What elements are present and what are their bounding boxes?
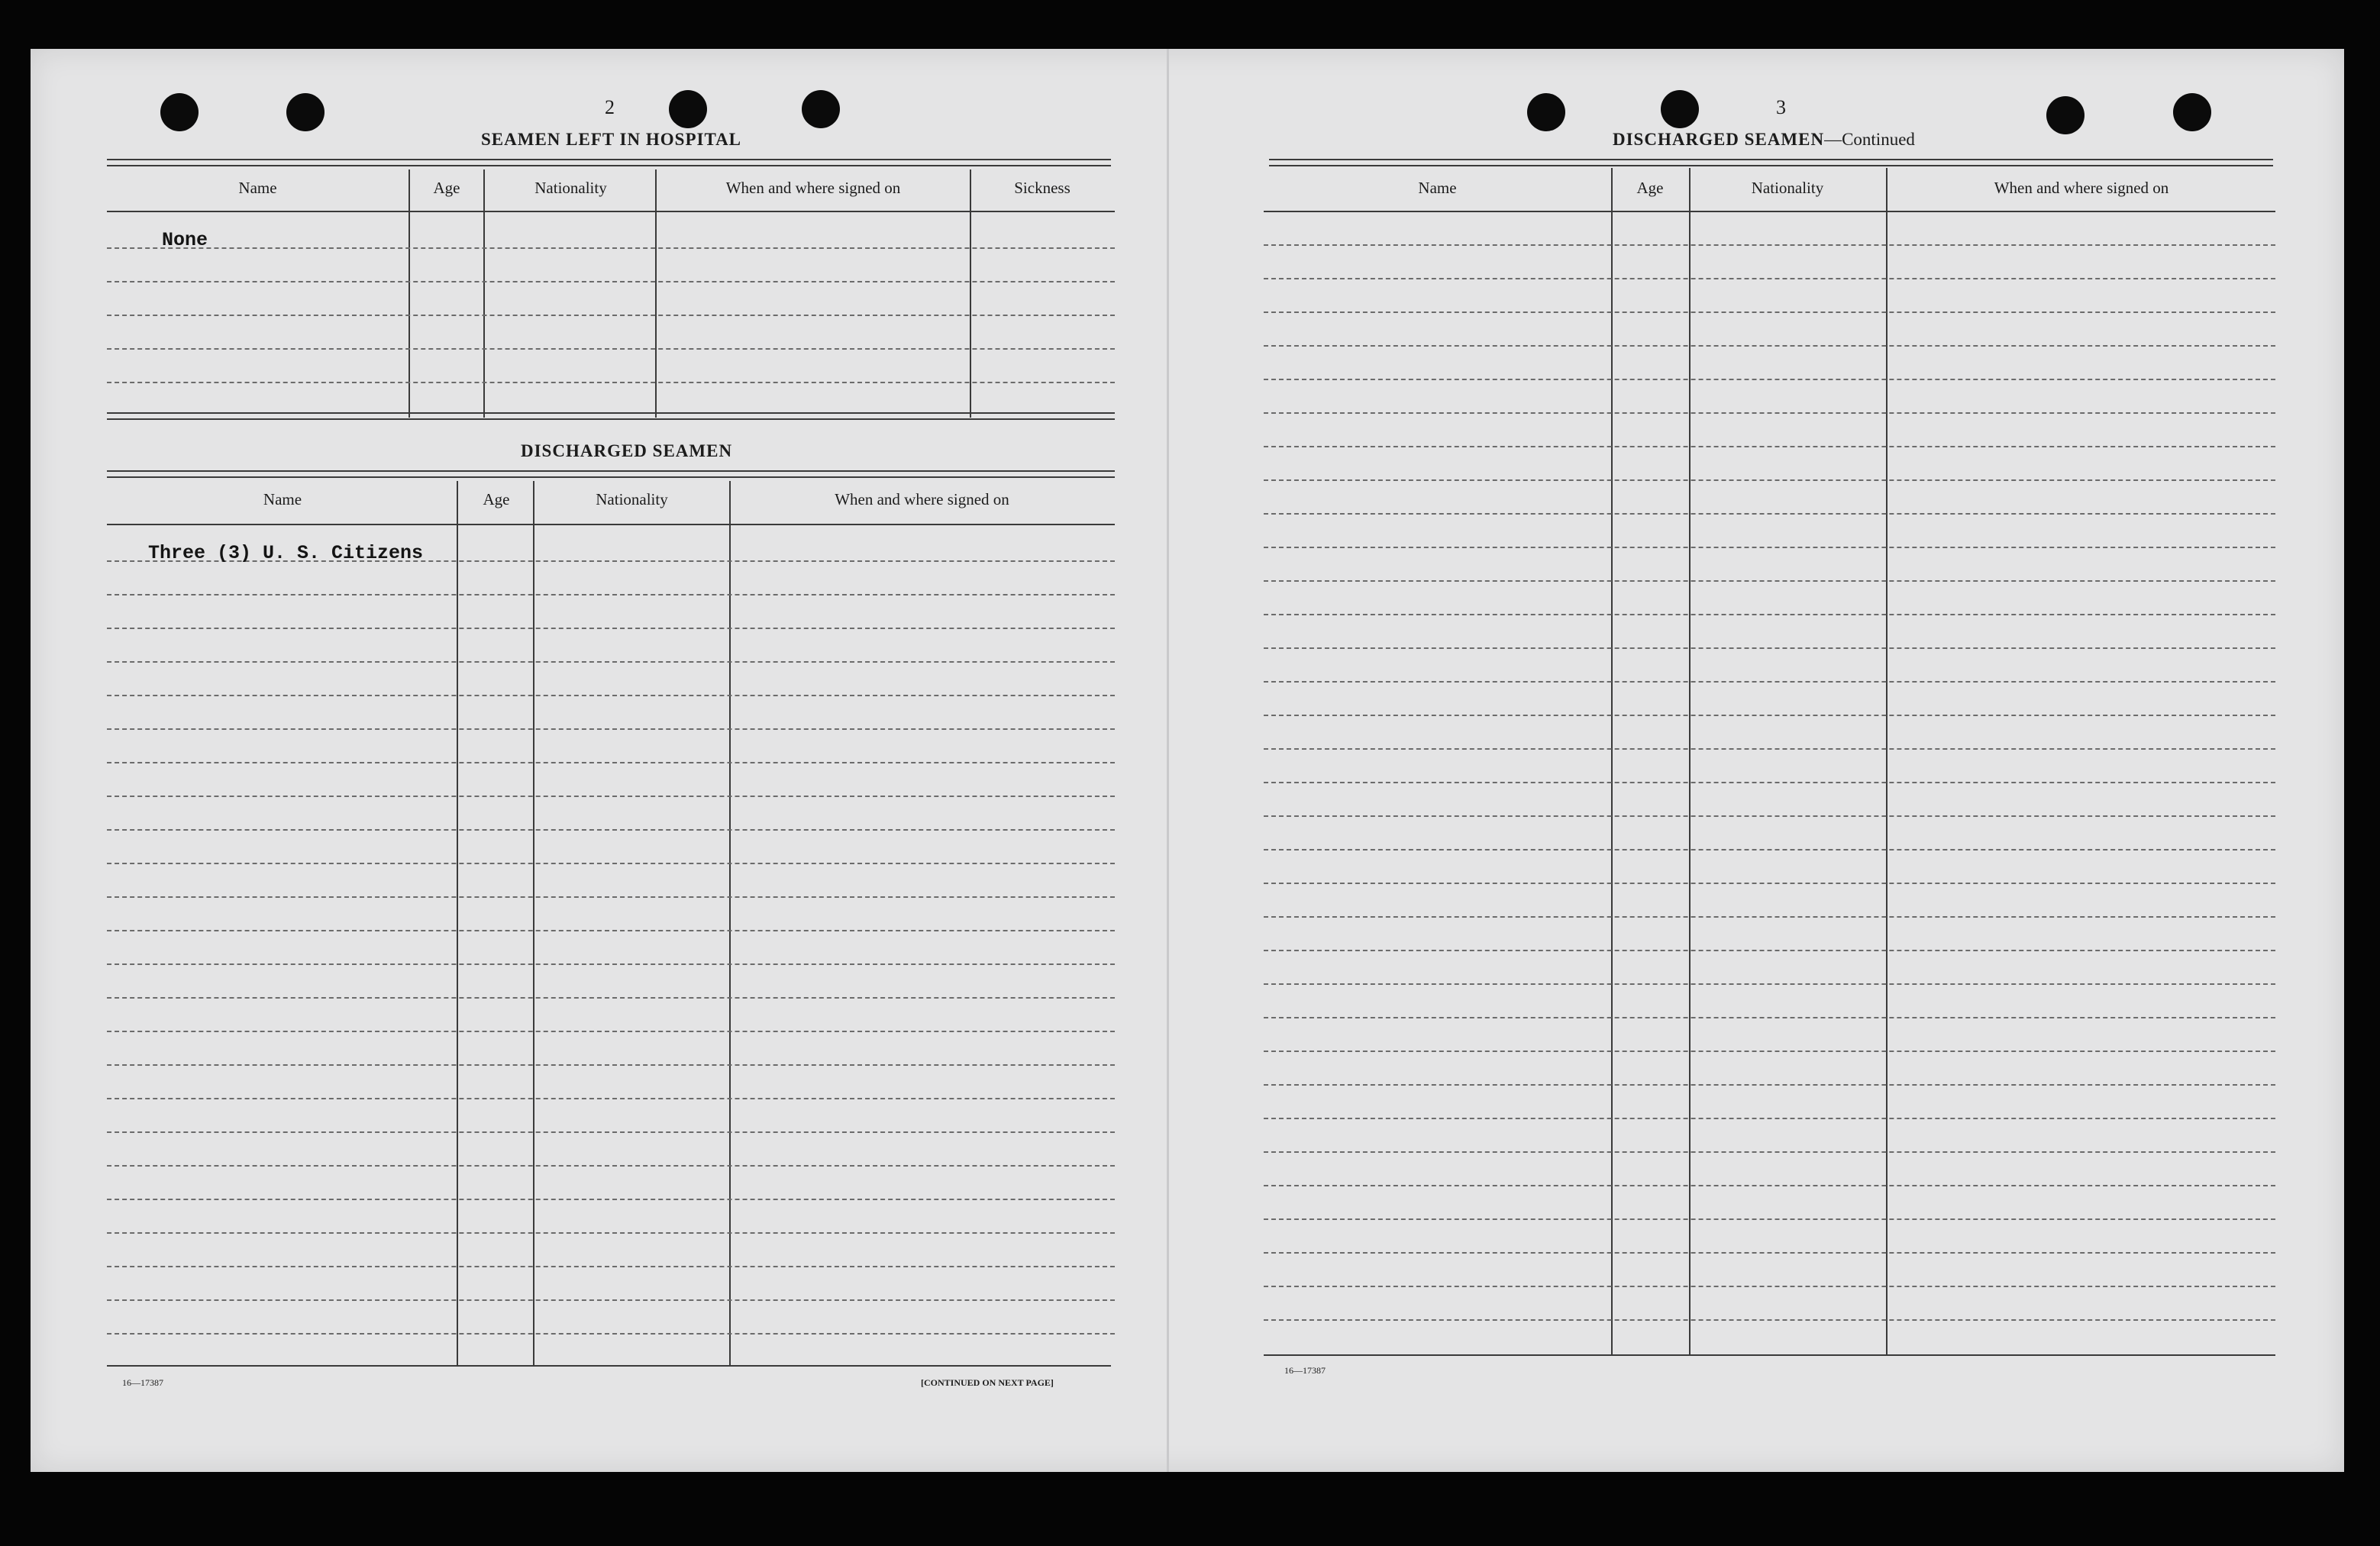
ruled-line (107, 896, 1115, 898)
punch-hole (802, 90, 840, 128)
column-header: When and where signed on (1994, 179, 2169, 197)
header-rule (1264, 211, 2275, 212)
center-fold (1167, 49, 1169, 1472)
column-header: When and where signed on (835, 490, 1009, 508)
ruled-line (1264, 1084, 2275, 1086)
column-header: Sickness (1014, 179, 1071, 197)
ruled-line (107, 348, 1115, 350)
ruled-line (1264, 580, 2275, 582)
ruled-line (1264, 614, 2275, 615)
column-header: Name (238, 179, 277, 197)
ruled-line (107, 997, 1115, 999)
column-divider (483, 169, 485, 418)
column-divider (729, 481, 731, 1367)
ruled-line (1264, 1118, 2275, 1119)
ruled-line (107, 1299, 1115, 1301)
column-header: Age (433, 179, 460, 197)
column-header: Nationality (1751, 179, 1824, 197)
section-bottom-rule (107, 1365, 1111, 1367)
ruled-line (1264, 715, 2275, 716)
ruled-line (1264, 815, 2275, 817)
ruled-line (1264, 513, 2275, 515)
ruled-line (107, 762, 1115, 763)
ruled-line (107, 796, 1115, 797)
right-title-suffix: —Continued (1824, 130, 1915, 149)
page-number: 2 (605, 96, 615, 118)
ruled-line (1264, 412, 2275, 414)
ruled-line (107, 963, 1115, 965)
ruled-line (1264, 1017, 2275, 1018)
ruled-line (1264, 849, 2275, 850)
section-bottom-rule (1264, 1354, 2275, 1356)
ruled-line (1264, 916, 2275, 918)
ruled-line (107, 281, 1115, 282)
punch-hole (2173, 93, 2211, 131)
ruled-line (107, 1266, 1115, 1267)
punch-hole (1527, 93, 1565, 131)
ruled-line (107, 382, 1115, 383)
ruled-line (1264, 1286, 2275, 1287)
ruled-line (107, 594, 1115, 595)
ruled-line (1264, 883, 2275, 884)
ruled-line (1264, 1051, 2275, 1052)
section-bottom-rule (107, 418, 1115, 420)
right-title-text: DISCHARGED SEAMEN (1613, 130, 1825, 149)
ruled-line (1264, 311, 2275, 313)
ruled-line (1264, 244, 2275, 246)
column-header: Name (263, 490, 302, 508)
punch-hole (669, 90, 707, 128)
punch-hole (1661, 90, 1699, 128)
ruled-line (1264, 446, 2275, 447)
right-section-title (1613, 130, 1915, 150)
ruled-line (1264, 379, 2275, 380)
ruled-line (107, 695, 1115, 696)
ruled-line (1264, 1218, 2275, 1220)
section-rule (107, 165, 1111, 166)
ruled-line (107, 315, 1115, 316)
ruled-line (1264, 647, 2275, 649)
ruled-line (1264, 345, 2275, 347)
ruled-line (1264, 748, 2275, 750)
column-divider (970, 169, 971, 418)
ruled-line (107, 728, 1115, 730)
ruled-line (107, 1064, 1115, 1066)
ruled-line (107, 1232, 1115, 1234)
column-header: Name (1418, 179, 1457, 197)
form-number: 16—17387 (122, 1377, 163, 1388)
punch-hole (2046, 96, 2085, 134)
column-divider (655, 169, 657, 418)
column-header: Age (1636, 179, 1664, 197)
section-rule (1269, 159, 2273, 160)
ruled-line (107, 247, 1115, 249)
column-header: Nationality (596, 490, 668, 508)
column-header: Age (483, 490, 510, 508)
header-rule (107, 524, 1115, 525)
ruled-line (107, 930, 1115, 931)
section-rule (107, 159, 1111, 160)
page-number: 3 (1776, 96, 1786, 118)
ruled-line (107, 1098, 1115, 1099)
section-rule (1269, 165, 2273, 166)
header-rule (107, 211, 1115, 212)
column-divider (409, 169, 410, 418)
ruled-line (1264, 278, 2275, 279)
ruled-line (107, 1131, 1115, 1133)
ruled-line (107, 1031, 1115, 1032)
ruled-line (107, 628, 1115, 629)
column-divider (457, 481, 458, 1367)
discharged-entry: Three (3) U. S. Citizens (148, 542, 424, 564)
ruled-line (1264, 681, 2275, 683)
ruled-line (1264, 950, 2275, 951)
ruled-line (1264, 1151, 2275, 1153)
section-rule (107, 476, 1115, 478)
ruled-line (107, 1333, 1115, 1335)
discharged-section-title: DISCHARGED SEAMEN (521, 441, 733, 460)
ruled-line (107, 1165, 1115, 1167)
ruled-line (1264, 1252, 2275, 1254)
ruled-line (107, 1199, 1115, 1200)
ruled-line (1264, 479, 2275, 481)
column-divider (533, 481, 534, 1367)
column-header: When and where signed on (725, 179, 901, 197)
punch-hole (286, 93, 325, 131)
column-header: Nationality (534, 179, 607, 197)
ruled-line (1264, 1319, 2275, 1321)
form-number: 16—17387 (1284, 1365, 1326, 1376)
ruled-line (1264, 547, 2275, 548)
ruled-line (1264, 1185, 2275, 1186)
document-sheet (31, 49, 2344, 1472)
continued-note: [CONTINUED ON NEXT PAGE] (921, 1377, 1054, 1388)
ruled-line (1264, 983, 2275, 985)
ruled-line (107, 863, 1115, 864)
ruled-line (107, 661, 1115, 663)
hospital-entry: None (162, 229, 208, 251)
section-rule (107, 470, 1115, 472)
punch-hole (160, 93, 199, 131)
ruled-line (107, 829, 1115, 831)
hospital-section-title: SEAMEN LEFT IN HOSPITAL (481, 130, 742, 149)
section-bottom-rule (107, 412, 1115, 414)
ruled-line (1264, 782, 2275, 783)
